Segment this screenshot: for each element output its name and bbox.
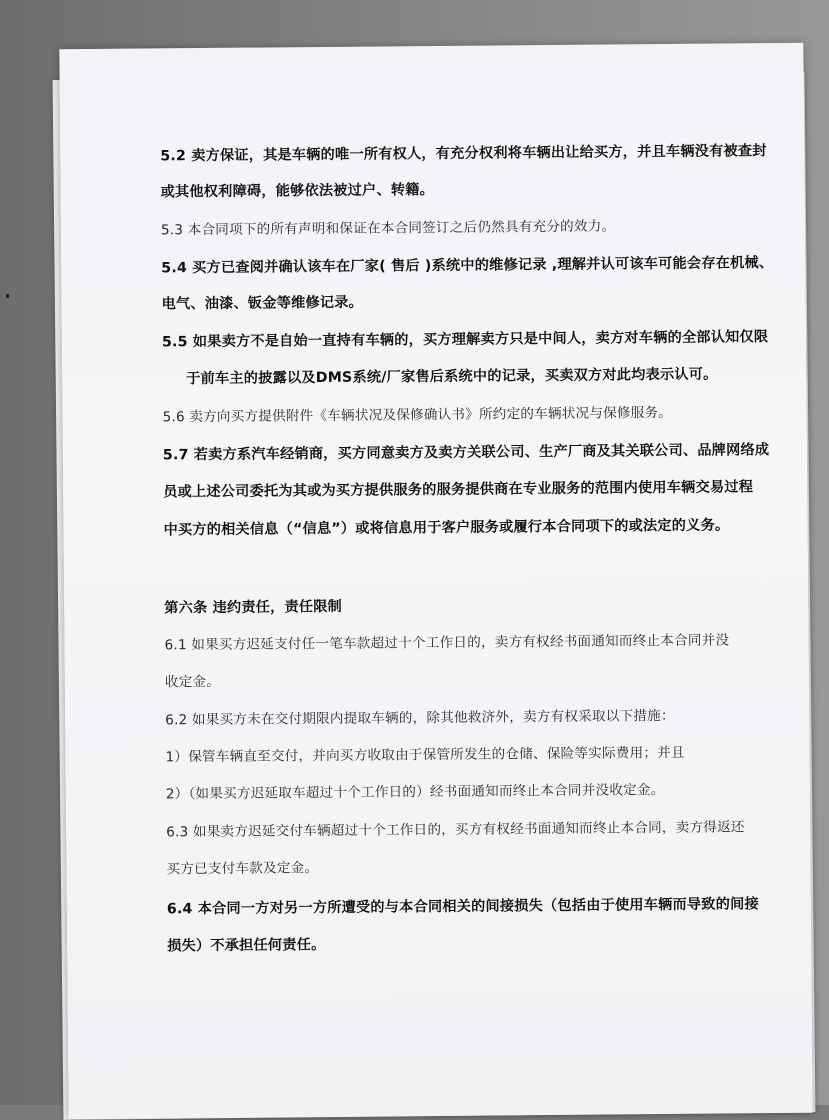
clause-5-5-line-2: 于前车主的披露以及DMS系统/厂家售后系统中的记录，买卖双方对此均表示认可。 <box>186 366 718 388</box>
clause-5-5-line-1: 5.5 如果卖方不是自始一直持有车辆的，买方理解卖方只是中间人，卖方对车辆的全部认知仅限 <box>161 329 769 351</box>
clause-5-2-line-2: 或其他权利障碍，能够依法被过户、转籍。 <box>160 182 435 201</box>
clause-5-4-line-1: 5.4 买方已查阅并确认该车在厂家( 售后 )系统中的维修记录 ,理解并认可该车可能会存在机械、 <box>161 255 774 277</box>
clause-6-1-line-2: 收定金。 <box>164 673 221 691</box>
clause-5-7-line-2: 员或上述公司委托为其或为买方提供服务的服务提供商在专业服务的范围内使用车辆交易过程 <box>163 479 754 501</box>
edge-mark <box>6 294 9 298</box>
clause-6-4-line-2: 损失）不承担任何责任。 <box>167 936 326 955</box>
clause-5-4-line-2: 电气、油漆、钣金等维修记录。 <box>161 294 364 313</box>
clause-6-3-line-2: 买方已支付车款及定金。 <box>166 860 319 878</box>
clause-5-7-line-1: 5.7 若卖方系汽车经销商，买方同意卖方及卖方关联公司、生产厂商及其关联公司、品牌网络成 <box>162 442 770 464</box>
contract-page <box>59 43 812 1119</box>
clause-5-6: 5.6 卖方向买方提供附件《车辆状况及保修确认书》所约定的车辆状况与保修服务。 <box>162 404 673 426</box>
clause-6-4-line-1: 6.4 本合同一方对另一方所遭受的与本合同相关的间接损失（包括由于使用车辆而导致的间接 <box>166 896 759 918</box>
clause-6-2-item-1: 1）保管车辆直至交付，并向买方收取由于保管所发生的仓储、保险等实际费用；并且 <box>165 744 685 766</box>
clause-6-2-item-2: 2）（如果买方迟延取车超过十个工作日的）经书面通知而终止本合同并没收定金。 <box>165 782 665 803</box>
clause-6-2: 6.2 如果买方未在交付期限内提取车辆的，除其他救济外，卖方有权采取以下措施： <box>165 707 675 729</box>
article-6-heading: 第六条 违约责任，责任限制 <box>164 598 343 617</box>
clause-6-1-line-1: 6.1 如果买方迟延支付任一笔车款超过十个工作日的，卖方有权经书面通知而终止本合同并没 <box>164 632 730 654</box>
clause-5-2-line-1: 5.2 卖方保证，其是车辆的唯一所有权人，有充分权利将车辆出让给买方，并且车辆没有被查封 <box>160 143 767 165</box>
clause-5-7-line-3: 中买方的相关信息（“信息”）或将信息用于客户服务或履行本合同项下的或法定的义务。 <box>163 517 730 539</box>
clause-5-3: 5.3 本合同项下的所有声明和保证在本合同签订之后仍然具有充分的效力。 <box>160 218 616 239</box>
clause-6-3-line-1: 6.3 如果卖方迟延交付车辆超过十个工作日的，买方有权经书面通知而终止本合同，卖方得返还 <box>166 819 745 841</box>
